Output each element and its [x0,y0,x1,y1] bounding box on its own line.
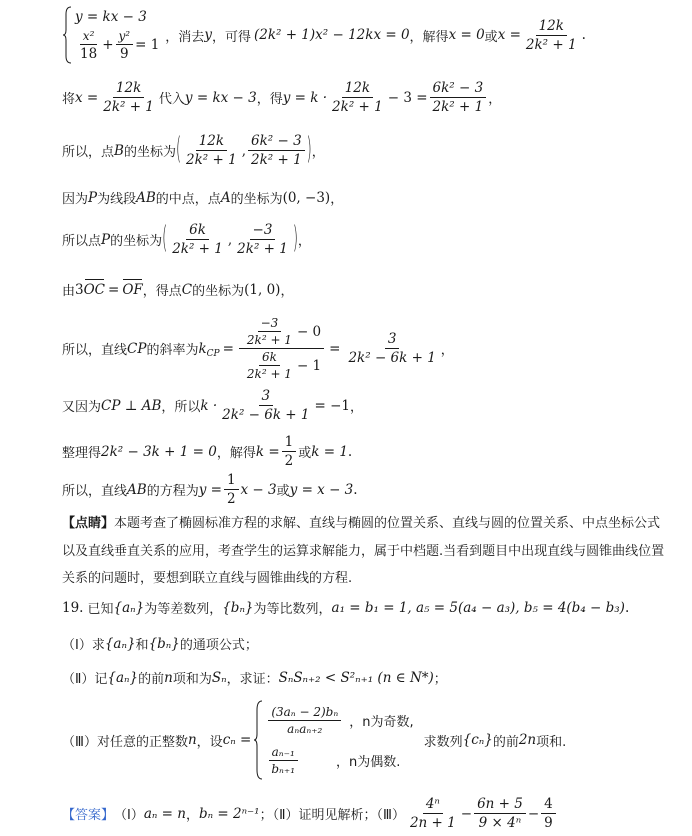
fraction: $\frac{\text{(3aₙ − 2)bₙ}}{\text{aₙaₙ₊₂}}$ [268,705,341,736]
fraction: $\frac{-3}{\text{2k² + 1}}$ [237,222,288,257]
equation-system [75,7,159,63]
vector-of: OF [122,281,143,298]
fraction: $\frac{6k}{\text{2k² + 1}}$ [172,222,223,257]
line-solve-k: 整理得 2k² − 3k + 1 = 0 ，解得 k = $\frac{1}{2}$ 或 k = 1 . [62,434,353,469]
answer-tag: 【答案】 [62,808,115,823]
comment-paragraph-1: 【点睛】 本题考查了椭圆标准方程的求解、直线与椭圆的位置关系、直线与圆的位置关系、中点坐标公式 [62,512,662,531]
system-ellipse-eq: $\frac{\text{x²}}{18}$ + $\frac{\text{y²}}{9}$ = 1 [75,27,159,63]
fraction: $\frac{6k}{\text{2k² + 1}}$ [246,350,292,381]
fraction: $\frac{1}{2}$ [282,434,297,469]
vector-oc: OC [83,281,106,298]
line-point-c: 由 3 OC = OF ，得点 C 的坐标为 (1, 0) ， [62,281,294,299]
fraction: $\frac{\text{y²}}{9}$ [116,29,134,62]
fraction: $\frac{\text{6k² − 3}}{\text{2k² + 1}}$ [248,133,305,168]
fraction: $\frac{3}{\text{2k² − 6k + 1}}$ [222,388,310,423]
fraction: $\frac{3}{\text{2k² − 6k + 1}}$ [348,331,436,366]
case-odd: $\frac{\text{(3aₙ − 2)bₙ}}{\text{aₙaₙ₊₂}}$ ，n为奇数, [266,700,413,740]
fraction: $\frac{4}{9}$ [541,796,556,831]
left-brace [62,6,72,64]
line-midpoint: 因为 P 为线段 AB 的中点，点 A 的坐标为 (0, −3) ， [62,189,344,207]
fraction: $\frac{\text{aₙ₋₁}}{\text{bₙ₊₁}}$ [268,745,298,776]
question-19-part-1: （Ⅰ）求 {aₙ} 和 {bₙ} 的通项公式； [62,635,258,653]
line-system: y = kx − 3 $\frac{\text{x²}}{18}$ + $\frac{\text{y²}}{9}$ = 1 ，消去 y ，可得 (2k² + 1)x² − 12kx = 0 ，解得 x = 0 或 x = $\frac{12k}{\text{2k² + 1}}$ . [62,6,586,64]
comment-tag: 【点睛】 [62,516,115,531]
line-perpendicular: 又因为 CP ⊥ AB ，所以 k · $\frac{3}{\text{2k² − 6k + 1}}$ = −1 ， [62,388,364,423]
line-slope: 所以，直线 CP 的斜率为 k CP = $\frac{-3}{\text{2k² + 1}}$ − 0 $\frac{6k}{\text{2k² + 1}}$ − 1 = $\frac{3}{\text{2k² − 6k + 1}}$ ， [62,316,454,381]
fraction: $\frac{12k}{\text{2k² + 1}}$ [525,17,577,53]
compound-fraction: $\frac{-3}{\text{2k² + 1}}$ − 0 $\frac{6k}{\text{2k² + 1}}$ − 1 [239,316,324,381]
fraction: $\frac{12k}{\text{2k² + 1}}$ [332,80,383,115]
comment-paragraph-2: 以及直线垂直关系的应用，考查学生的运算求解能力，属于中档题.当看到题目中出现直线与圆锥曲线位置 [62,544,665,559]
fraction: $\frac{\text{4ⁿ}}{2n + 1}$ [409,796,456,831]
fraction: $\frac{1}{2}$ [224,472,239,507]
fraction: $\frac{-3}{\text{2k² + 1}}$ [246,316,292,347]
piecewise-cases [266,700,413,780]
question-19-part-2: （Ⅱ）记 {aₙ} 的前 n 项和为 Sₙ ，求证： SₙSₙ₊₂ < S²ₙ₊₁ (n ∈ N*) ； [62,669,447,687]
line-line-equation: 所以，直线 AB 的方程为 y = $\frac{1}{2}$ x − 3 或 y = x − 3 . [62,472,358,507]
case-even: $\frac{\text{aₙ₋₁}}{\text{bₙ₊₁}}$ ，n为偶数. [266,740,413,780]
system-eq-line: y = kx − 3 [75,9,147,25]
line-point-p: 所以点 P 的坐标为 ( $\frac{6k}{\text{2k² + 1}}$ , $\frac{-3}{\text{2k² + 1}}$ ) ， [62,222,311,257]
line-substitute: 将 x = $\frac{12k}{\text{2k² + 1}}$ 代入 y = kx − 3 ，得 y = k · $\frac{12k}{\text{2k² + 1}}$ − 3 = $\frac{\text{6k² − 3}}{\text{2k² + 1}}$ ， [62,80,502,115]
expanded-equation: (2k² + 1)x² − 12kx = 0 [253,27,410,43]
question-19-stem: 19. 已知 {aₙ} 为等差数列， {bₙ} 为等比数列， a₁ = b₁ = 1, a₅ = 5(a₄ − a₃), b₅ = 4(b₄ − b₃) . [62,599,630,617]
answer-line: 【答案】 （Ⅰ） aₙ = n ， bₙ = 2ⁿ⁻¹ ；（Ⅱ）证明见解析；（Ⅲ） $\frac{\text{4ⁿ}}{2n + 1}$ − $\frac{6n + 5}{\text{9 × 4ⁿ}}$ − $\frac{4}{9}$ [62,796,558,831]
question-19-part-3: （Ⅲ）对任意的正整数 n ，设 cₙ = $\frac{\text{(3aₙ − 2)bₙ}}{\text{aₙaₙ₊₂}}$ ，n为奇数, $\frac{\text{aₙ₋₁}}{\text{bₙ₊₁}}$ ，n为偶数. 求数列 {cₙ} 的前 2n 项和. [62,700,566,780]
piecewise-brace [253,700,263,780]
fraction: $\frac{12k}{\text{2k² + 1}}$ [186,133,237,168]
line-point-b: 所以，点 B 的坐标为 ( $\frac{12k}{\text{2k² + 1}}$ , $\frac{\text{6k² − 3}}{\text{2k² + 1}}$ ) ， [62,133,325,168]
fraction: $\frac{6n + 5}{\text{9 × 4ⁿ}}$ [474,796,526,831]
fraction: $\frac{\text{6k² − 3}}{\text{2k² + 1}}$ [430,80,487,115]
fraction: $\frac{\text{x²}}{18}$ [80,28,98,62]
comment-paragraph-3: 关系的问题时，要想到联立直线与圆锥曲线的方程. [62,571,353,586]
fraction: $\frac{12k}{\text{2k² + 1}}$ [103,80,154,115]
